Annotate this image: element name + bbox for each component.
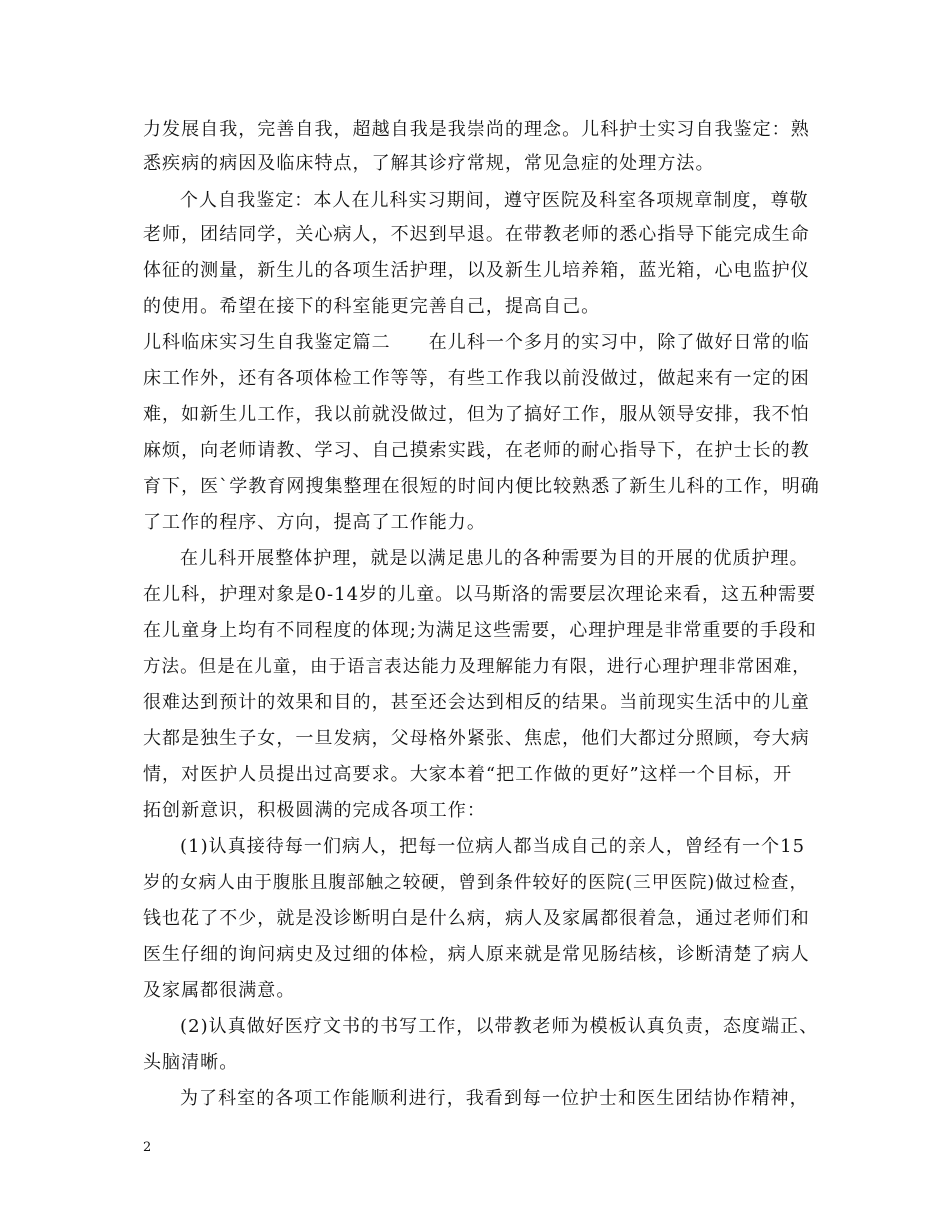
text-line: 老师，团结同学，关心病人，不迟到早退。在带教老师的悉心指导下能完成生命 bbox=[143, 224, 810, 245]
text-line: 医生仔细的询问病史及过细的体检，病人原来就是常见肠结核，诊断清楚了病人 bbox=[143, 944, 810, 965]
page-number: 2 bbox=[143, 1140, 152, 1155]
text-line: 在儿童身上均有不同程度的体现;为满足这些需要，心理护理是非常重要的手段和 bbox=[143, 620, 817, 641]
text-line: 难，如新生儿工作，我以前就没做过，但为了搞好工作，服从领导安排，我不怕 bbox=[143, 404, 810, 425]
text-line: 了工作的程序、方向，提高了工作能力。 bbox=[143, 512, 486, 533]
text-line: 个人自我鉴定：本人在儿科实习期间，遵守医院及科室各项规章制度，尊敬 bbox=[180, 190, 809, 211]
text-line: 在儿科，护理对象是0-14岁的儿童。以马斯洛的需要层次理论来看，这五种需要 bbox=[143, 584, 817, 605]
text-line: 岁的女病人由于腹胀且腹部触之较硬，曾到条件较好的医院(三甲医院)做过检查， bbox=[143, 873, 809, 893]
text-line: 头脑清晰。 bbox=[143, 1052, 239, 1073]
text-line: 床工作外，还有各项体检工作等等，有些工作我以前没做过，做起来有一定的困 bbox=[143, 368, 810, 389]
text-line: 拓创新意识，积极圆满的完成各项工作： bbox=[143, 800, 486, 821]
text-line: 在儿科开展整体护理，就是以满足患儿的各种需要为目的开展的优质护理。 bbox=[180, 548, 809, 569]
text-line: 很难达到预计的效果和目的，甚至还会达到相反的结果。当前现实生活中的儿童 bbox=[143, 692, 810, 713]
text-line: 体征的测量，新生儿的各项生活护理，以及新生儿培养箱，蓝光箱，心电监护仪 bbox=[143, 260, 810, 281]
text-line: 的使用。希望在接下的科室能更完善自己，提高自己。 bbox=[143, 296, 601, 317]
text-line: (2)认真做好医疗文书的书写工作，以带教老师为模板认真负责，态度端正、 bbox=[180, 1016, 819, 1037]
text-line: 钱也花了不少，就是没诊断明白是什么病，病人及家属都很着急，通过老师们和 bbox=[143, 908, 810, 929]
section-heading-line: 儿科临床实习生自我鉴定篇二 在儿科一个多月的实习中，除了做好日常的临 bbox=[143, 332, 810, 353]
text-line: 情，对医护人员提出过高要求。大家本着“把工作做的更好”这样一个目标，开 bbox=[143, 764, 793, 785]
text-line: 悉疾病的病因及临床特点，了解其诊疗常规，常见急症的处理方法。 bbox=[143, 153, 715, 174]
text-line: 方法。但是在儿童，由于语言表达能力及理解能力有限，进行心理护理非常困难， bbox=[143, 657, 811, 677]
text-line: 育下，医`学教育网搜集整理在很短的时间内便比较熟悉了新生儿科的工作，明确 bbox=[143, 476, 820, 497]
text-line: 及家属都很满意。 bbox=[143, 980, 296, 1001]
text-line: 大都是独生子女，一旦发病，父母格外紧张、焦虑，他们大都过分照顾，夸大病 bbox=[143, 728, 810, 749]
text-line: 力发展自我，完善自我，超越自我是我崇尚的理念。儿科护士实习自我鉴定：熟 bbox=[143, 119, 810, 140]
text-line: 麻烦，向老师请教、学习、自己摸索实践，在老师的耐心指导下，在护士长的教 bbox=[143, 440, 810, 461]
text-line: (1)认真接待每一们病人，把每一位病人都当成自己的亲人，曾经有一个15 bbox=[180, 836, 806, 857]
text-line: 为了科室的各项工作能顺利进行，我看到每一位护士和医生团结协作精神， bbox=[180, 1088, 809, 1109]
